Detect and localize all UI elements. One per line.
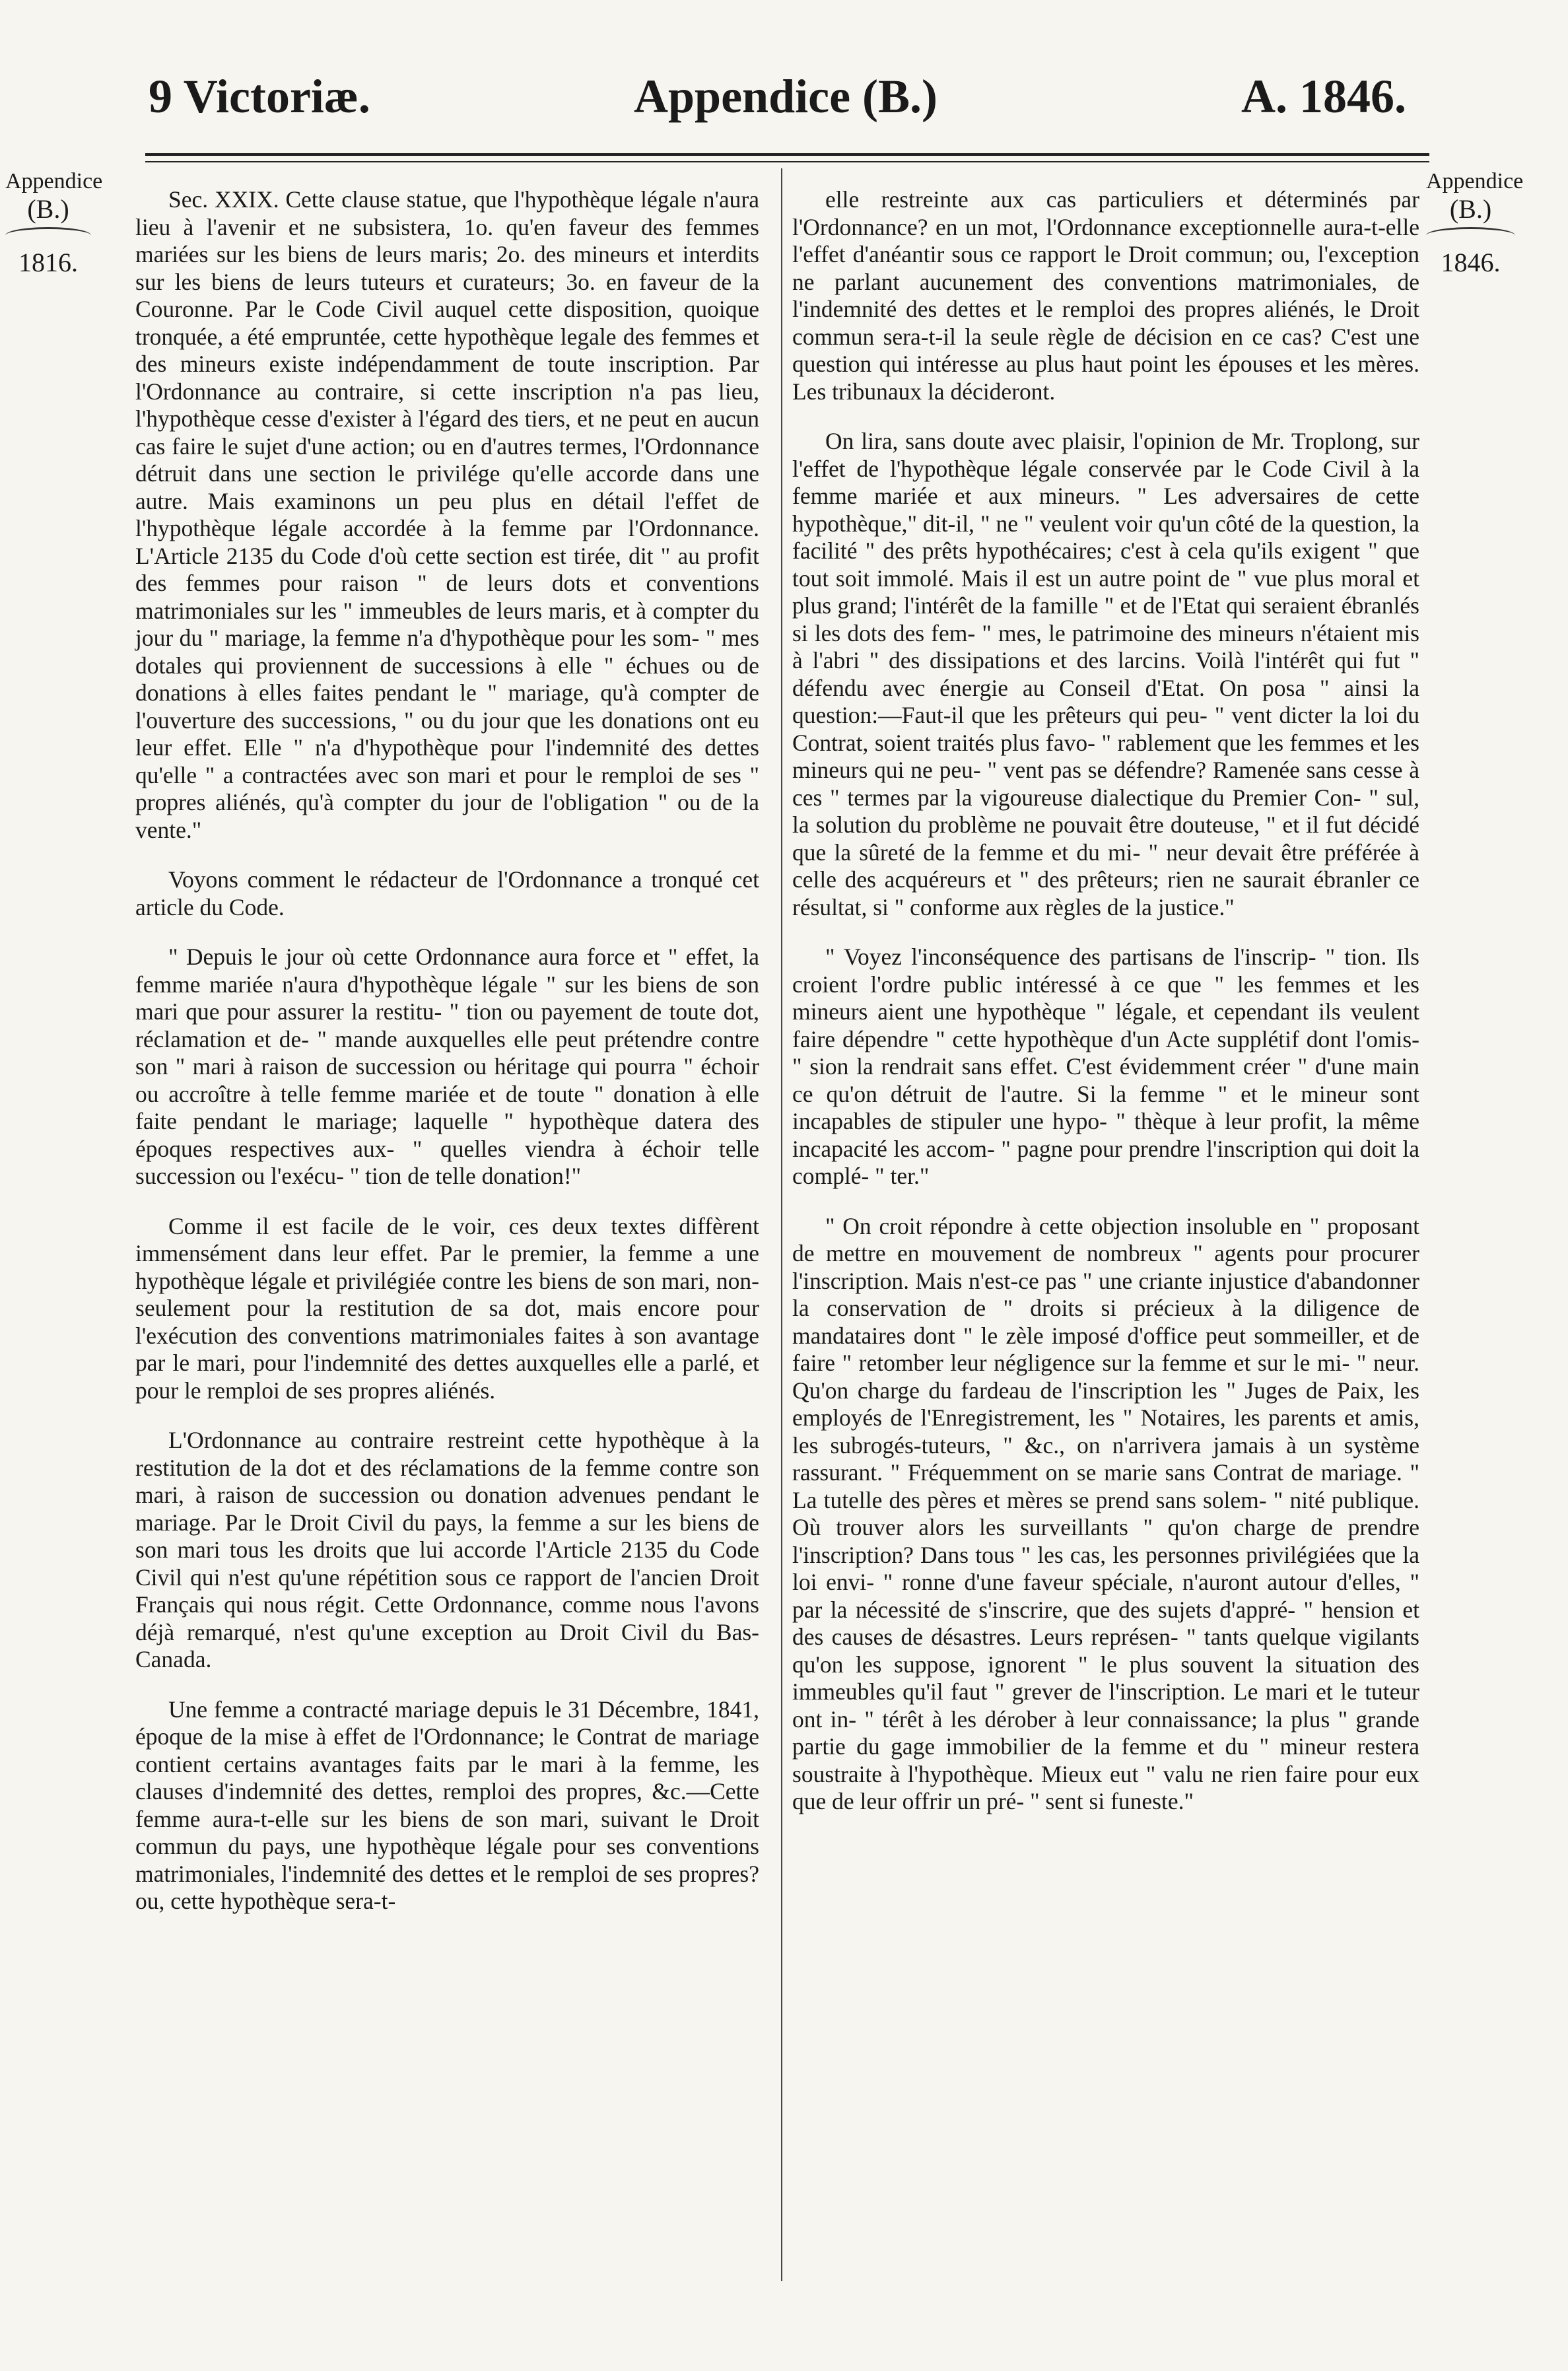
paragraph: Comme il est facile de le voir, ces deux textes diffèrent immensément dans leur effet. Par le premier, la femme a une hypothèque légale et privilégiée contre les biens de son mari, non-seulement pour la restitution de sa dot, mais encore pour l'exécution des conventions matrimoniales faites à son avantage par le mari, pour l'indemnité des dettes auxquelles elle a parlé, et pour le remploi de ses propres aliénés.: [135, 1212, 759, 1404]
left-margin-note: [5, 168, 103, 278]
header-rule-thin: [145, 161, 1429, 162]
paragraph: " Voyez l'inconséquence des partisans de l'inscrip- " tion. Ils croient l'ordre public intéressé à ce que " les femmes et les mineurs aient une hypothèque " légale, et cependant ils veulent faire dépendre " cette hypothèque d'un Acte supplétif dont l'omis- " sion la rendrait sans effet. C'est évidemment créer " d'une main ce qu'on détruit de l'autre. Si la femme " et le mineur sont incapables de stipuler une hypo- " thèque à leur profit, la même incapacité les accom- " pagne pour prendre l'inscription qui doit la complé- " ter.": [792, 944, 1419, 1189]
right-margin-note: [1426, 168, 1524, 278]
margin-year: 1816.: [18, 248, 78, 278]
paragraph: Une femme a contracté mariage depuis le 31 Décembre, 1841, époque de la mise à effet de l'Ordonnance; le Contrat de mariage contient certains avantages faits par le mari à la femme, les clauses d'indemnité des dettes, remploi des propres, &c.—Cette femme aura-t-elle sur les biens de son mari, suivant le Droit commun du pays, une hypothèque légale pour ses conventions matrimoniales, l'indemnité des dettes et le remploi de ses propres? ou, cette hypothèque sera-t-: [135, 1696, 759, 1914]
header-rule-thick: [145, 153, 1429, 156]
paragraph: Sec. XXIX. Cette clause statue, que l'hypothèque légale n'aura lieu à l'avenir et ne subsistera, 1o. qu'en faveur des femmes mariées sur les biens de leurs maris; 2o. des mineurs et interdits sur les biens de leurs tuteurs et curateurs; 3o. en faveur de la Couronne. Par le Code Civil auquel cette disposition, quoique tronquée, a été empruntée, cette hypothèque legale des femmes et des mineurs existe indépendamment de toute inscription. Par l'Ordonnance au contraire, si cette inscription n'a pas lieu, l'hypothèque cesse d'exister à l'égard des tiers, et ne peut en aucun cas faire le sujet d'une action; ou en d'autres termes, l'Ordonnance détruit dans une section le privilége qu'elle accorde dans une autre. Mais examinons un peu plus en détail l'effet de l'hypothèque légale accordée à la femme par l'Ordonnance. L'Article 2135 du Code d'où cette section est tirée, dit " au profit des femmes pour raison " de leurs dots et conventions matrimoniales sur les " immeubles de leurs maris, et à compter du jour du " mariage, la femme n'a d'hypothèque pour les som- " mes dotales qui proviennent de successions à elle " échues ou de donations à elles faites pendant le " mariage, qu'à compter de l'ouverture des successions, " ou du jour que les donations ont eu leur effet. Elle " n'a d'hypothèque pour l'indemnité des dettes qu'elle " a contractées avec son mari et pour le remploi de ses " propres aliénés, qu'à compter du jour de l'obligation " ou de la vente.": [135, 186, 759, 843]
page-header: [0, 63, 1568, 135]
column-divider: [781, 168, 782, 2281]
margin-year: 1846.: [1441, 248, 1501, 278]
header-appendix-title: Appendice (B.): [634, 70, 938, 123]
left-text-column: [135, 186, 759, 1938]
margin-label: Appendice: [5, 169, 103, 193]
right-text-column: [792, 186, 1419, 1838]
margin-label: Appendice: [1426, 169, 1524, 193]
header-year: A. 1846.: [1241, 70, 1406, 123]
margin-brace: [1426, 227, 1515, 244]
header-session: 9 Victoriæ.: [149, 70, 370, 123]
paragraph: " Depuis le jour où cette Ordonnance aura force et " effet, la femme mariée n'aura d'hypothèque légale " sur les biens de son mari que pour assurer la restitu- " tion ou payement de toute dot, réclamation et de- " mande auxquelles elle peut prétendre contre son " mari à raison de succession ou héritage qui pourra " échoir ou accroître à telle femme mariée et de toute " donation à elle faite pendant le mariage; laquelle " hypothèque datera des époques respectives aux- " quelles viendra à échoir telle succession ou l'exécu- " tion de telle donation!": [135, 944, 759, 1189]
paragraph: On lira, sans doute avec plaisir, l'opinion de Mr. Troplong, sur l'effet de l'hypothèque légale conservée par le Code Civil à la femme mariée et aux mineurs. " Les adversaires de cette hypothèque," dit-il, " ne " veulent voir qu'un côté de la question, la facilité " des prêts hypothécaires; c'est à cela qu'ils exigent " que tout soit immolé. Mais il est un autre point de " vue plus moral et plus grand; l'intérêt de la famille " et de l'Etat qui seraient ébranlés si les dots des fem- " mes, le patrimoine des mineurs n'étaient mis à l'abri " des dissipations et des larcins. Voilà l'intérêt qui fut " défendu avec énergie au Conseil d'Etat. On posa " ainsi la question:—Faut-il que les prêteurs qui peu- " vent dicter la loi du Contrat, soient traités plus favo- " rablement que les femmes et les mineurs qui ne peu- " vent pas se défendre? Ramenée sans cesse à ces " termes par la vigoureuse dialectique du Premier Con- " sul, la solution du problème ne pouvait être douteuse, " et il fut décidé que la sûreté de la femme et du mi- " neur devait être préférée à celle des acquéreurs et " des prêteurs; rien ne saurait ébranler ce résultat, si " conforme aux règles de la justice.": [792, 428, 1419, 920]
paragraph: " On croit répondre à cette objection insoluble en " proposant de mettre en mouvement de nombreux " agents pour procurer l'inscription. Mais n'est-ce pas " une criante injustice d'abandonner la conservation de " droits si précieux à la diligence de mandataires dont " le zèle imposé d'office peut sommeiller, et de faire " retomber leur négligence sur la femme et sur le mi- " neur. Qu'on charge du fardeau de l'inscription les " Juges de Paix, les employés de l'Enregistrement, les " Notaires, les parents et amis, les subrogés-tuteurs, " &c., on n'arrivera jamais à un système rassurant. " Fréquemment on se marie sans Contrat de mariage. " La tutelle des pères et mères se prend sans solem- " nité publique. Où trouver alors les surveillants " qu'on charge de prendre l'inscription? Dans tous " les cas, les personnes privilégiées que la loi envi- " ronne d'une faveur spéciale, n'auront autour d'elles, " par la nécessité de s'inscrire, que des sujets d'appré- " hension et des causes de désastres. Leurs représen- " tants quelque vigilants qu'on les suppose, ignorent " le plus souvent la situation des immeubles qu'il faut " grever de l'inscription. Le mari et le tuteur ont in- " térêt à les dérober à leur connaissance; la plus " grande partie du gage immobilier de la femme et du " mineur restera soustraite à l'hypothèque. Mieux eut " valu ne rien faire pour eux que de leur offrir un pré- " sent si funeste.": [792, 1212, 1419, 1814]
margin-brace: [5, 227, 91, 244]
paragraph: Voyons comment le rédacteur de l'Ordonnance a tronqué cet article du Code.: [135, 866, 759, 920]
paragraph: elle restreinte aux cas particuliers et déterminés par l'Ordonnance? en un mot, l'Ordonnance exceptionnelle aura-t-elle l'effet d'anéantir sous ce rapport le Droit commun; ou, l'exception ne parlant aucunement des conventions matrimoniales, de l'indemnité des dettes et le remploi des propres aliénés, le Droit commun sera-t-il la seule règle de décision en ce cas? C'est une question qui intéresse au plus haut point les épouses et les mères. Les tribunaux la décideront.: [792, 186, 1419, 405]
margin-letter: (B.): [27, 194, 69, 224]
margin-letter: (B.): [1449, 194, 1492, 224]
paragraph: L'Ordonnance au contraire restreint cette hypothèque à la restitution de la dot et des réclamations de la femme contre son mari, à raison de succession ou donation advenues pendant le mariage. Par le Droit Civil du pays, la femme a sur les biens de son mari tous les droits que lui accorde l'Article 2135 du Code Civil qui n'est qu'une répétition sous ce rapport de l'ancien Droit Français qui nous régit. Cette Ordonnance, comme nous l'avons déjà remarqué, n'est qu'une exception au Droit Civil du Bas-Canada.: [135, 1427, 759, 1672]
